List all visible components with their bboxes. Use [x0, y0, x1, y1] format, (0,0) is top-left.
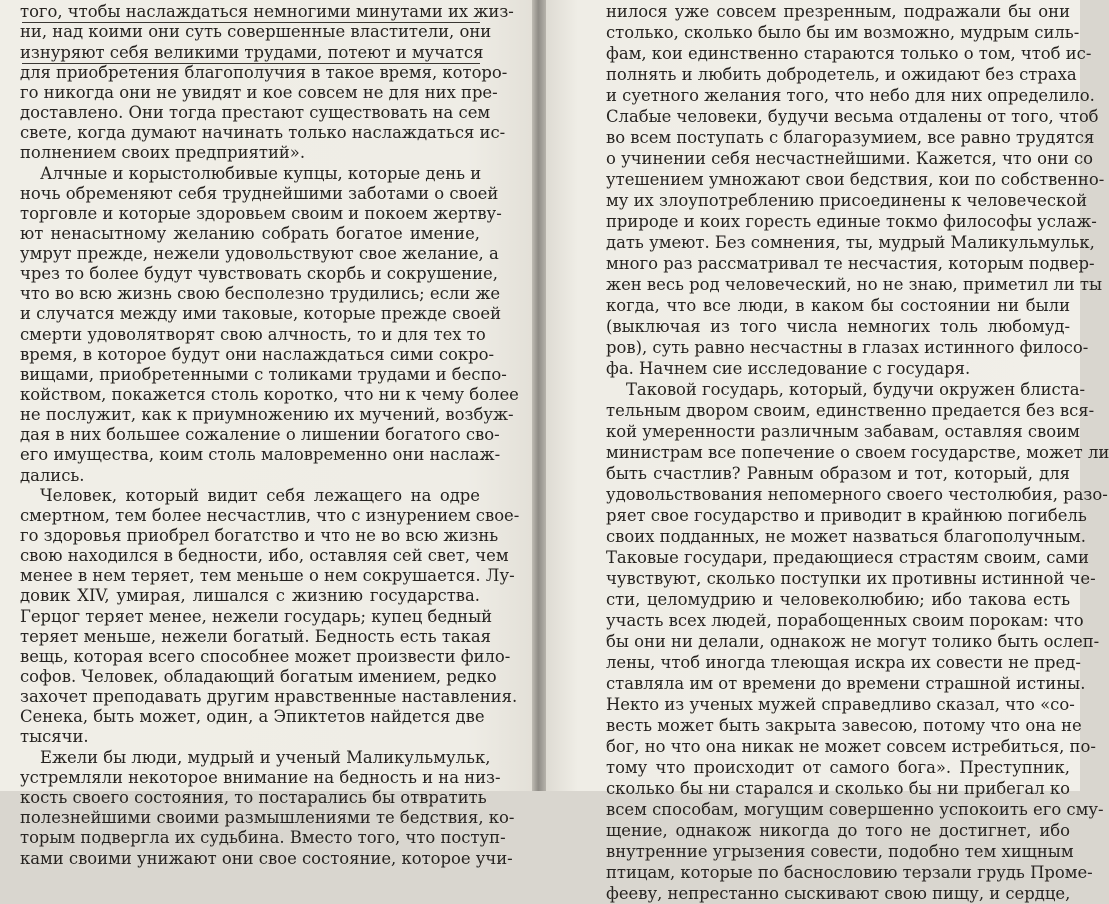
text-line: того, чтобы наслаждаться немногими минутами их жиз- — [20, 2, 514, 21]
text-line: вищами, приобретенными с толиками трудами и беспо- — [20, 365, 507, 384]
text-line: устремляли некоторое внимание на бедность и на низ- — [20, 768, 501, 787]
text-line: столько, сколько было бы им возможно, мудрым силь- — [606, 23, 1080, 42]
text-line: чрез то более будут чувствовать скорбь и сокрушение, — [20, 264, 498, 283]
text-line: полнять и любить добродетель, и ожидают без страха — [606, 65, 1077, 84]
text-line: своих подданных, не может назваться благополучным. — [606, 527, 1086, 546]
text-line: полезнейшими своими размышлениями те бедствия, ко- — [20, 808, 515, 828]
text-line: о учинении себя несчастнейшими. Кажется, что они со — [606, 149, 1094, 168]
text-line: ют ненасытному желанию собрать богатое имение, — [20, 224, 480, 243]
text-line: дая в них большее сожаление о лишении богатого сво- — [20, 425, 500, 444]
text-line: и суетного желания того, что небо для них определило. — [606, 86, 1095, 105]
text-line: Сенека, быть может, один, а Эпиктетов найдется две — [20, 707, 485, 726]
text-line: торговле и которые здоровьем своим и покоем жертву- — [20, 204, 502, 223]
text-line: го здоровья приобрел богатство и что не во всю жизнь — [20, 526, 499, 545]
text-line: тельным двором своим, единственно предается без вся- — [606, 401, 1095, 420]
left-page — [0, 0, 532, 868]
text-line: и случатся между ими таковые, которые прежде своей — [20, 304, 501, 323]
text-line: сти, целомудрию и человеколюбию; ибо такова есть — [606, 590, 1070, 609]
text-line: сколько бы ни старался и сколько бы ни прибегал ко — [606, 779, 1070, 798]
text-line: вещь, которая всего способнее может произвести фило- — [20, 647, 511, 666]
text-line: дать умеют. Без сомнения, ты, мудрый Маликульмульк, — [606, 233, 1095, 252]
text-line: фам, кои единственно стараются только о том, чтоб ис- — [606, 44, 1092, 63]
text-line: тому что происходит от самого бога». Преступник, — [606, 758, 1070, 777]
text-line: министрам все попечение о своем государстве, может ли — [606, 443, 1109, 462]
text-line: Герцог теряет менее, нежели государь; купец бедный — [20, 607, 493, 626]
text-line: доставлено. Они тогда престают существовать на сем — [20, 103, 491, 122]
text-line: свою находился в бедности, ибо, оставляя сей свет, чем — [20, 546, 509, 565]
text-line: время, в которое будут они наслаждаться сими сокро- — [20, 345, 495, 364]
text-line: го никогда они не увидят и кое совсем не для них пре- — [20, 83, 498, 102]
text-line: захочет преподавать другим нравственные наставления. — [20, 687, 518, 706]
text-line: кость своего состояния, то постарались бы отвратить — [20, 788, 487, 807]
text-line: тысячи. — [20, 727, 89, 746]
text-line: Ежели бы люди, мудрый и ученый Маликульмульк, — [40, 748, 491, 767]
text-line: бы они ни делали, однакож не могут толико быть ослеп- — [606, 632, 1100, 651]
text-line: Таковые государи, предающиеся страстям своим, сами — [606, 548, 1089, 567]
text-line: что во всю жизнь свою бесполезно трудились; если же — [20, 284, 501, 303]
text-line: участь всех людей, порабощенных своим порокам: что — [606, 611, 1084, 630]
text-line: для приобретения благополучия в такое время, которо- — [20, 63, 508, 82]
text-line: птицам, которые по баснословию терзали грудь Проме- — [606, 863, 1093, 882]
text-line: теряет меньше, нежели богатый. Бедность есть такая — [20, 627, 492, 646]
text-line: во всем поступать с благоразумием, все равно трудятся — [606, 128, 1095, 147]
text-line: ставляла им от времени до времени страшной истины. — [606, 674, 1086, 693]
text-line: не послужит, как к приумножению их мучений, возбуж- — [20, 405, 514, 424]
text-line: Таковой государь, который, будучи окружен блиста- — [626, 380, 1086, 399]
text-line: ками своими унижают они свое состояние, которое учи- — [20, 848, 513, 868]
text-line: (выключая из того числа немногих толь любомуд- — [606, 317, 1070, 336]
text-line: жен весь род человеческий, но не знаю, приметил ли ты — [606, 275, 1103, 294]
text-line: торым подвергла их судьбина. Вместо того, что поступ- — [20, 828, 506, 848]
text-line: природе и коих горесть единые токмо философы услаж- — [606, 212, 1097, 231]
text-line: койством, покажется столь коротко, что ни к чему более — [20, 385, 519, 404]
text-line: ров), суть равно несчастны в глазах истинного филосо- — [606, 338, 1089, 357]
text-line: смертном, тем более несчастлив, что с изнурением свое- — [20, 506, 520, 525]
text-line: бог, но что она никак не может совсем истребиться, по- — [606, 737, 1096, 756]
text-line: ни, над коими они суть совершенные властители, они — [20, 22, 492, 41]
text-line: внутренние угрызения совести, подобно тем хищным — [606, 842, 1074, 861]
text-line: когда, что все люди, в каком бы состоянии ни были — [606, 296, 1070, 315]
text-line: менее в нем теряет, тем меньше о нем сокрушается. Лу- — [20, 566, 515, 585]
text-line: изнуряют себя великими трудами, потеют и мучатся — [20, 43, 484, 62]
text-line: его имущества, коим столь маловременно они наслаж- — [20, 445, 501, 464]
text-line: Человек, который видит себя лежащего на одре — [40, 486, 480, 505]
text-line: фа. Начнем сие исследование с государя. — [606, 359, 971, 378]
text-line: нилося уже совсем презренным, подражали бы они — [606, 2, 1070, 21]
text-line: кой умеренности различным забавам, оставляя своим — [606, 422, 1080, 441]
text-line: умрут прежде, нежели удовольствуют свое желание, а — [20, 244, 499, 263]
text-line: чувствуют, сколько поступки их противны истинной че- — [606, 569, 1096, 588]
text-line: свете, когда думают начинать только наслаждаться ис- — [20, 123, 506, 142]
text-line: му их злоупотреблению присоединены к человеческой — [606, 191, 1088, 210]
text-line: весть может быть закрыта завесою, потому что она не — [606, 716, 1082, 735]
text-line: смерти удоволятворят свою алчность, то и для тех то — [20, 325, 486, 344]
text-line: много раз рассматривал те несчастия, которым подвер- — [606, 254, 1095, 273]
right-page — [546, 0, 1109, 903]
text-line: удовольствования непомерного своего честолюбия, разо- — [606, 485, 1108, 504]
text-line: быть счастлив? Равным образом и тот, который, для — [606, 464, 1070, 483]
book-gutter — [532, 0, 546, 791]
text-line: Некто из ученых мужей справедливо сказал, что «со- — [606, 695, 1075, 714]
text-line: Слабые человеки, будучи весьма отдалены от того, чтоб — [606, 107, 1099, 126]
text-line: Алчные и корыстолюбивые купцы, которые день и — [40, 164, 482, 183]
text-line: лены, чтоб иногда тлеющая искра их совести не пред- — [606, 653, 1081, 672]
text-line: довик XIV, умирая, лишался с жизнию государства. — [20, 586, 480, 605]
text-line: ряет свое государство и приводит в крайнюю погибель — [606, 506, 1087, 525]
text-line: ночь обременяют себя труднейшими заботами о своей — [20, 184, 499, 203]
text-line: полнением своих предприятий». — [20, 143, 306, 162]
text-line: всем способам, могущим совершенно успокоить его сму- — [606, 800, 1104, 819]
text-line: утешением умножают свои бедствия, кои по собственно- — [606, 170, 1105, 189]
text-line: щение, однакож никогда до того не достигнет, ибо — [606, 821, 1070, 840]
text-line: софов. Человек, обладающий богатым имением, редко — [20, 667, 497, 686]
text-line: фееву, непрестанно сыскивают свою пищу, и сердце, — [606, 884, 1071, 903]
text-line: дались. — [20, 466, 85, 485]
